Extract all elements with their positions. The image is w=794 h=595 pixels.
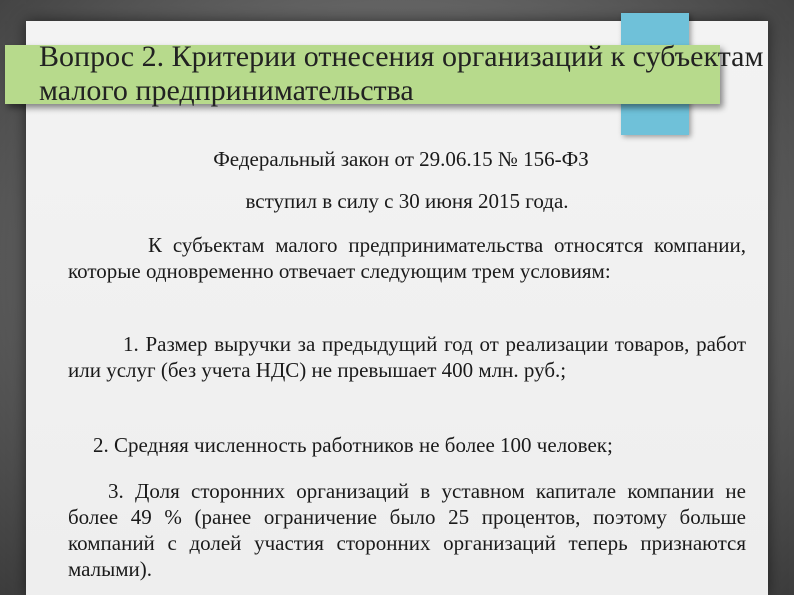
condition-ownership: 3. Доля сторонних организаций в уставном капитале компании не более 49 % (ранее ограничение было 25 процентов, поэтому больше компаний с долей участия сторонних организаций теперь признаются малыми). [68, 479, 746, 581]
condition-employees: 2. Средняя численность работников не более 100 человек; [93, 433, 613, 457]
condition-revenue: 1. Размер выручки за предыдущий год от реализации товаров, работ или услуг (без учета НДС) не превышает 400 млн. руб.; [68, 332, 746, 382]
intro-paragraph: К субъектам малого предпринимательства относятся компании, которые одновременно отвечает следующим трем условиям: [68, 233, 746, 283]
law-reference: Федеральный закон от 29.06.15 № 156-ФЗ [213, 147, 589, 171]
slide-title: Вопрос 2. Критерии отнесения организаций к субъектам малого предпринимательства [39, 40, 764, 107]
effective-date: вступил в силу с 30 июня 2015 года. [245, 189, 569, 213]
